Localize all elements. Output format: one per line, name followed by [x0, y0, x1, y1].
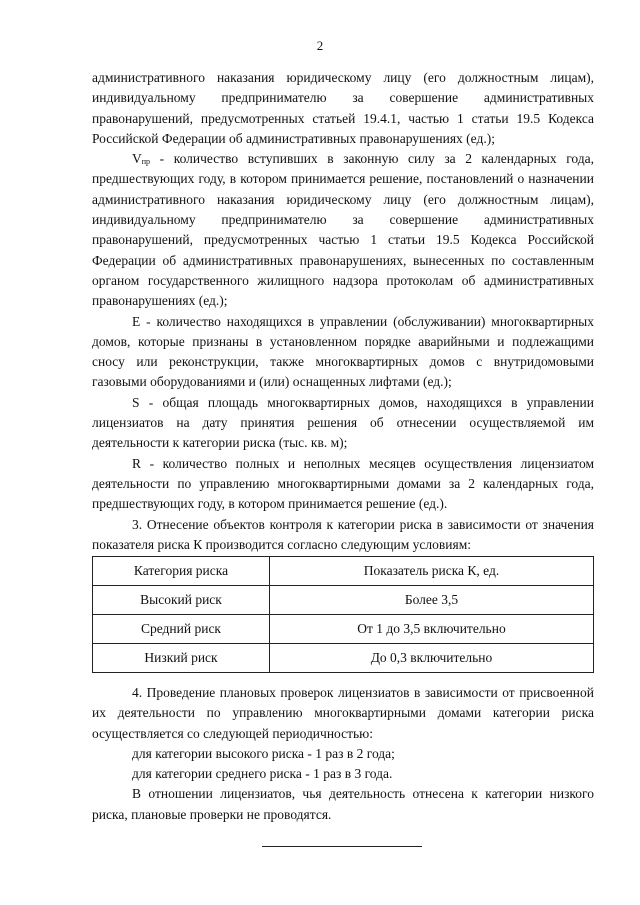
paragraph-vpr-definition	[92, 149, 594, 311]
table-cell: От 1 до 3,5 включительно	[270, 615, 594, 644]
paragraph-high-risk-frequency: для категории высокого риска - 1 раз в 2 года;	[132, 745, 395, 761]
vpr-subscript: пр	[141, 157, 151, 167]
table-header-cell: Показатель риска К, ед.	[270, 557, 594, 586]
table-cell: До 0,3 включительно	[270, 644, 594, 673]
body-text-upper	[92, 68, 594, 555]
paragraph-item-4: 4. Проведение плановых проверок лицензиатов в зависимости от присвоенной их деятельности по управлению многоквартирными домами категории риска осуществляется со следующей периодичностью:	[92, 685, 594, 741]
table-row	[93, 615, 594, 644]
table-cell: Низкий риск	[93, 644, 270, 673]
table-row	[93, 644, 594, 673]
vpr-definition-text: - количество вступивших в законную силу за 2 календарных года, предшествующих году, в котором принимается решение, постановлений о назначении административного наказания юридическому лицу (его должностным лицам), индивидуальному предпринимателю за совершение административных правонарушений, предусмотренных частью 1 статьи 19.5 Кодекса Российской Федерации об административных правонарушениях, вынесенных по составленным органом государственного жилищного надзора протоколам об административных правонарушениях (ед.);	[92, 151, 595, 309]
footer-divider	[262, 846, 422, 847]
page-number: 2	[316, 38, 324, 53]
paragraph-s-definition: S - общая площадь многоквартирных домов, находящихся в управлении лицензиатов на дату принятия решения об отнесении осуществляемой им деятельности к категории риска (тыс. кв. м);	[92, 394, 594, 451]
paragraph-medium-risk-frequency: для категории среднего риска - 1 раз в 3 года.	[132, 766, 393, 782]
paragraph-continuation: административного наказания юридическому лицу (его должностным лицам), индивидуальному предпринимателю за совершение административных правонарушений, предусмотренных статьей 19.4.1, частью 1 статьи 19.5 Кодекса Российской Федерации об административных правонарушениях (ед.);	[92, 70, 594, 146]
table-cell: Более 3,5	[270, 586, 594, 615]
risk-category-table	[92, 556, 594, 673]
paragraph-r-definition: R - количество полных и неполных месяцев осуществления лицензиатом деятельности по управлению многоквартирными домами за 2 календарных года, предшествующих году, в котором принимается решение (ед.).	[92, 455, 594, 512]
paragraph-e-definition: Е - количество находящихся в управлении (обслуживании) многоквартирных домов, которые признаны в установленном порядке аварийными и подлежащими сносу или реконструкции, также многоквартирных домов с внутридомовыми газовыми оборудованиями и (или) оснащенных лифтами (ед.);	[92, 313, 594, 390]
vpr-symbol: V	[132, 151, 142, 167]
table-header-row	[93, 557, 594, 586]
table-row	[93, 586, 594, 615]
table-cell: Высокий риск	[93, 586, 270, 615]
table-cell: Средний риск	[93, 615, 270, 644]
table-header-cell: Категория риска	[93, 557, 270, 586]
paragraph-low-risk-note: В отношении лицензиатов, чья деятельность отнесена к категории низкого риска, плановые проверки не проводятся.	[92, 786, 594, 822]
body-text-lower	[92, 683, 594, 825]
paragraph-item-3: 3. Отнесение объектов контроля к категории риска в зависимости от значения показателя риска К производится согласно следующим условиям:	[92, 516, 594, 552]
